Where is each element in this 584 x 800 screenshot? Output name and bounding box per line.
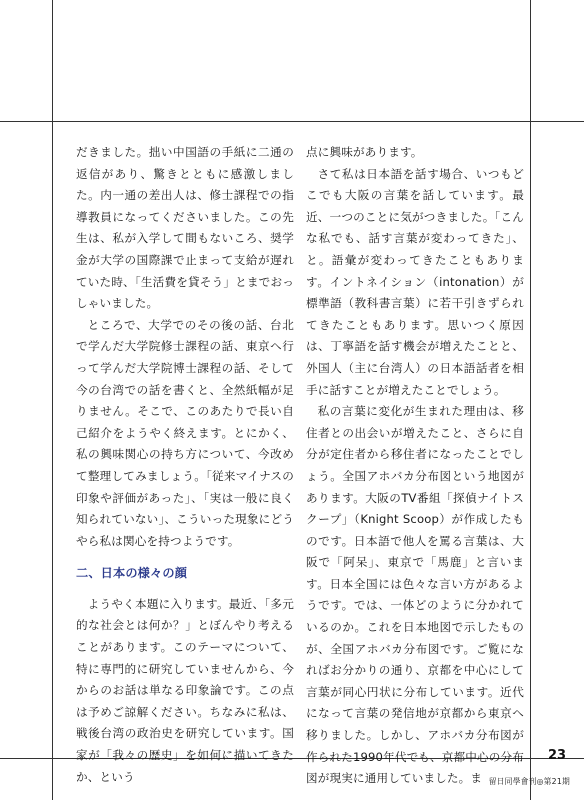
left-paragraph-1: だきました。拙い中国語の手紙に二通の返信があり、驚きとともに感激しました。内一通の差出人は、修士課程での指導教員になってくださいました。この先生は、私が入学して間もないころ、奨学金が大学の国際課で止まって支給が遅れていた時、「生活費を貸そう」とまでおっしゃいました。 bbox=[76, 145, 294, 311]
left-column bbox=[76, 142, 294, 788]
right-paragraph-1: 点に興味があります。 bbox=[306, 145, 423, 159]
crop-mark-left bbox=[52, 0, 53, 800]
page-number: 23 bbox=[548, 748, 567, 763]
right-paragraph-2: さて私は日本語を話す場合、いつもどこでも大阪の言葉を話しています。最近、一つのことに気がつきました。「こんな私でも、話す言葉が変わってきた」、と。語彙が変わってきたこともあります。イントネイション（intonation）が標準語（教科書言葉）に若干引きずられてきたこともあります。思いつく原因は、丁寧語を話す機会が増えたことと、外国人（主に台湾人）の日本語話者を相手に話すことが増えたことでしょう。 bbox=[306, 166, 524, 397]
section-heading: 二、日本の様々の顔 bbox=[76, 566, 188, 581]
left-paragraph-2: ところで、大学でのその後の話、台北で学んだ大学院修士課程の話、東京へ行って学んだ大学院博士課程の話、そして今の台湾での話を書くと、全然紙幅が足りません。そこで、このあたりで長い自己紹介をようやく終えます。とにかく、私の興味関心の持ち方について、今改めて整理してみましょう。「従来マイナスの印象や評価があった」、「実は一般に良く知られていない」、こういった現象にどうやら私は関心を持つようです。 bbox=[76, 317, 294, 548]
crop-mark-right bbox=[530, 0, 531, 800]
crop-mark-top bbox=[0, 121, 584, 122]
right-column bbox=[306, 142, 524, 790]
left-paragraph-3: ようやく本題に入ります。最近、「多元的な社会とは何か？」とぼんやり考えることがあります。このテーマについて、特に専門的に研究していませんから、今からのお話は単なる印象論です。この点は予めご諒解ください。ちなみに私は、戦後台湾の政治史を研究しています。国家が「我々の歴史」を如何に描いてきたか、という bbox=[76, 596, 294, 784]
right-paragraph-3: 私の言葉に変化が生まれた理由は、移住者との出会いが増えたこと、さらに自分が定住者から移住者になったことでしょう。全国アホバカ分布図という地図があります。大阪のTV番組「探偵ナイトスクープ」（Knight Scoop）が作成したものです。日本語で他人を罵る言葉は、大阪で「阿呆」、東京で「馬鹿」と言います。日本全国には色々な言い方があるようです。では、一体どのように分かれているのか。これを日本地図で示したものが、全国アホバカ分布図です。ご覧になればお分かりの通り、京都を中心にして言葉が同心円状に分布しています。近代になって言葉の発信地が京都から東京へ移りました。しかし、アホバカ分布図が作られた1990年代でも、京都中心の分布図が現実に通用していました。ま bbox=[306, 404, 525, 786]
footer-publication: 留日同學會刊◎第21期 bbox=[488, 777, 570, 786]
